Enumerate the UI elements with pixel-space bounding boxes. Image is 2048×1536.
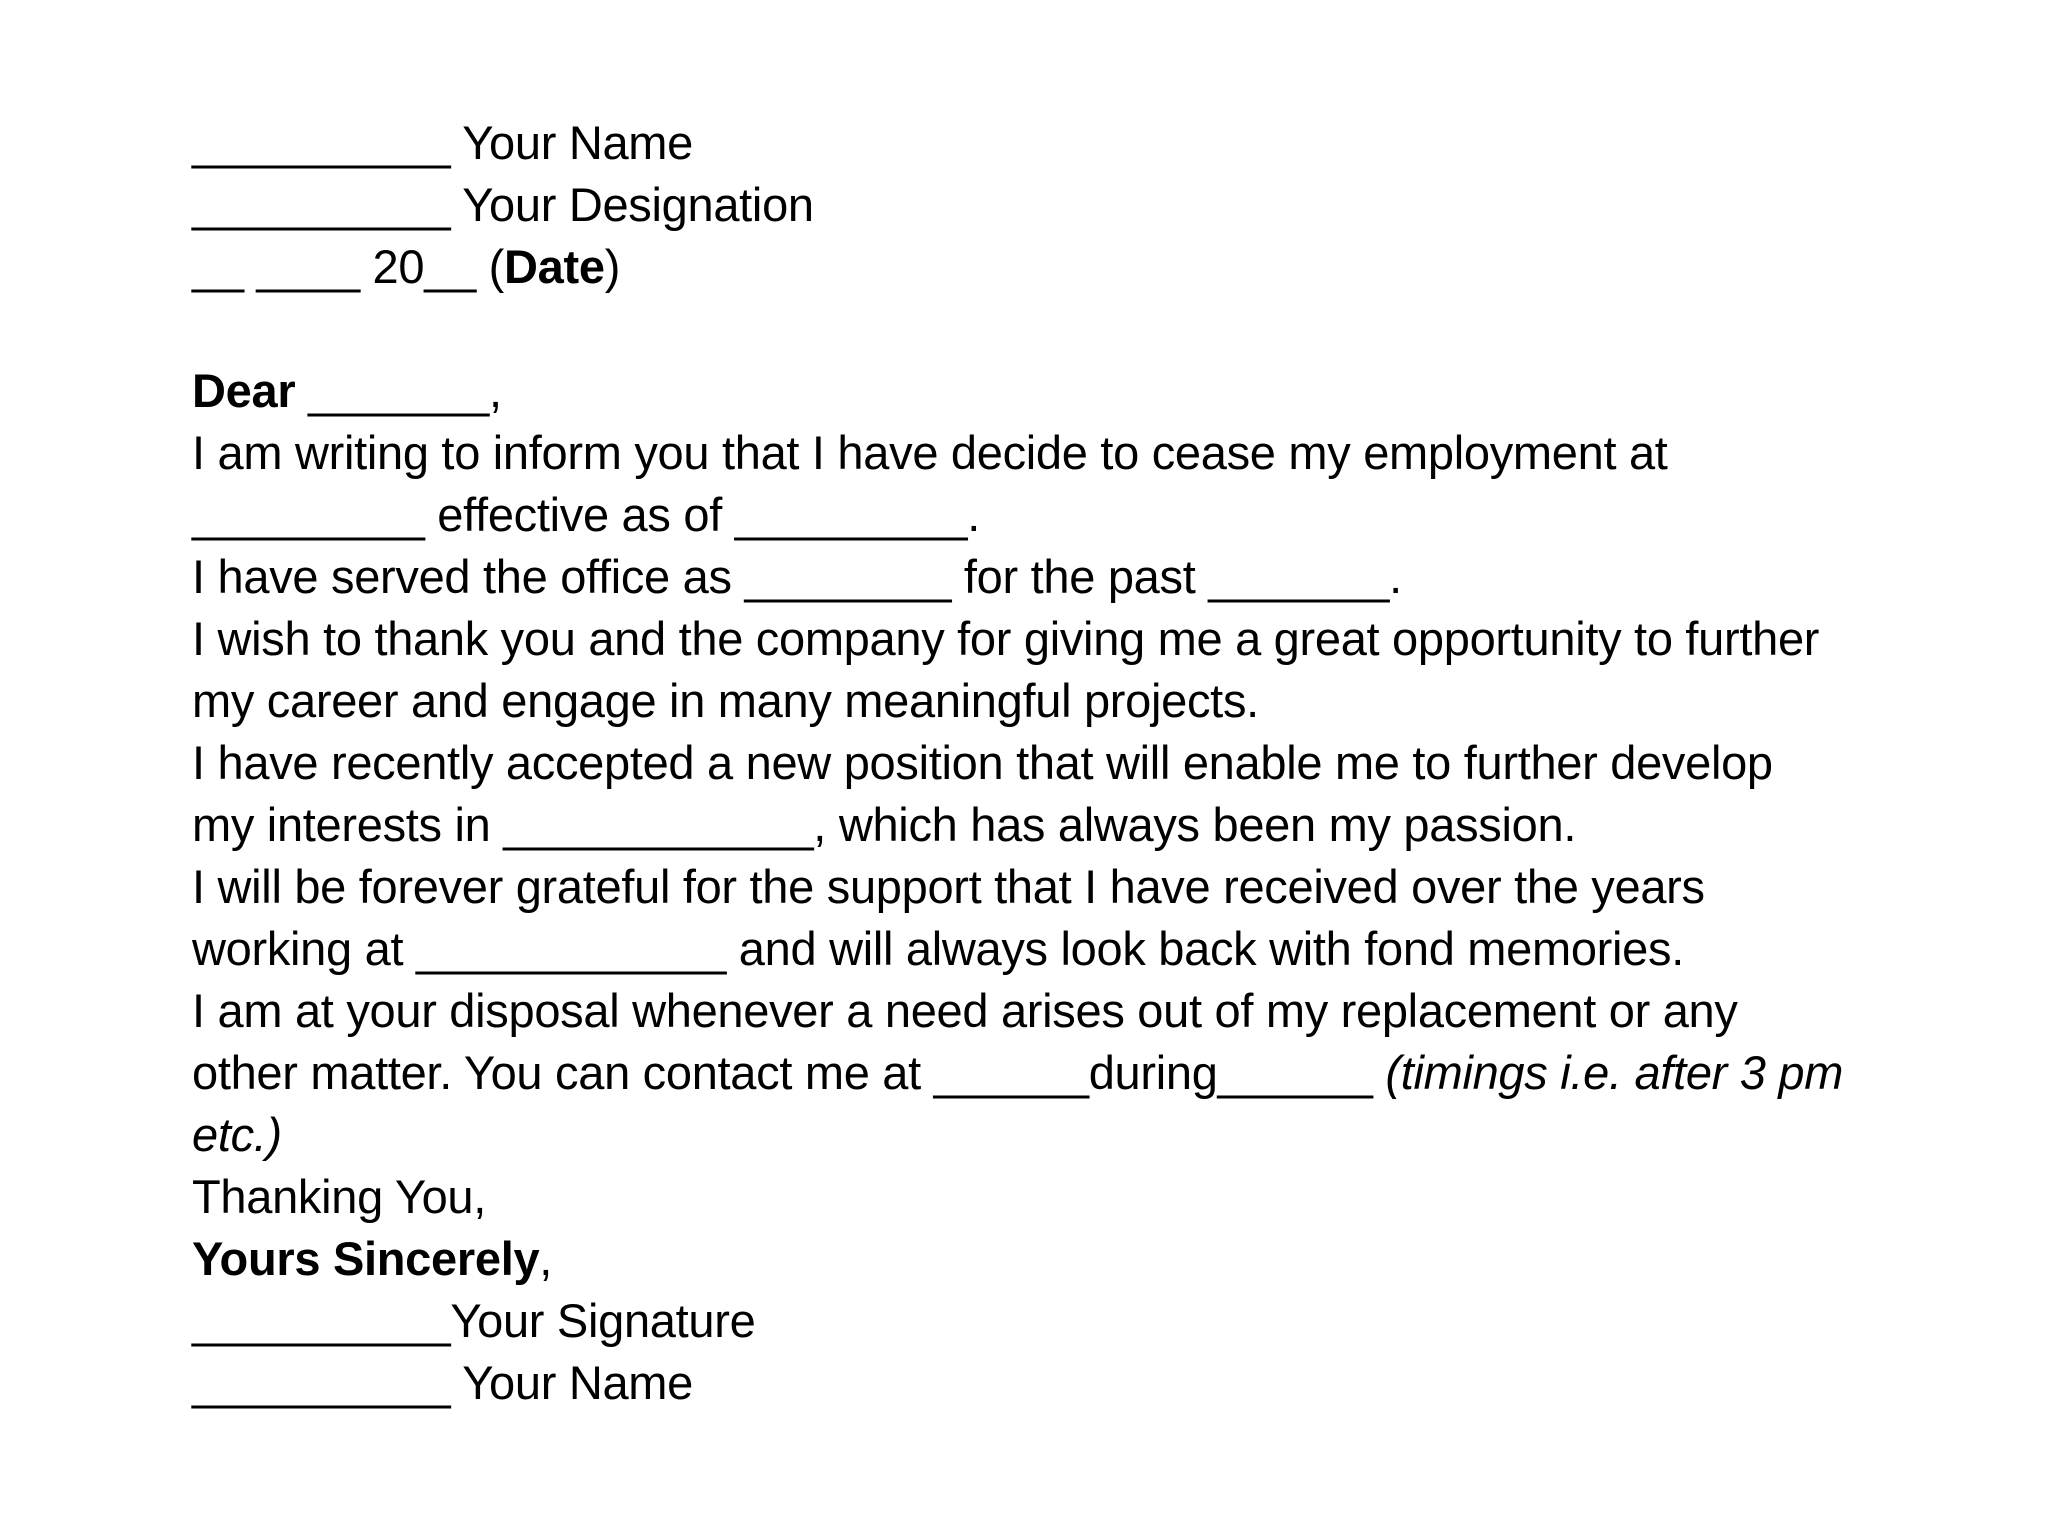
body-line-9: working at ____________ and will always look back with fond memories. — [192, 922, 1684, 975]
body-line-11 — [192, 1042, 1912, 1104]
header-designation-line: __________ Your Designation — [192, 178, 814, 231]
resignation-letter — [192, 112, 1912, 1414]
body-line-1: I am writing to inform you that I have decide to cease my employment at — [192, 426, 1668, 479]
salutation-line — [192, 360, 1912, 422]
date-prefix: __ ____ 20__ ( — [192, 240, 505, 293]
timings-note: (timings i.e. after 3 pm — [1385, 1046, 1844, 1099]
closing-thanks: Thanking You, — [192, 1170, 487, 1223]
salutation-rest: _______, — [295, 364, 502, 417]
date-label: Date — [504, 240, 605, 293]
spacer — [192, 298, 1912, 360]
body-line-5: my career and engage in many meaningful projects. — [192, 674, 1259, 727]
sincerely-label: Yours Sincerely — [192, 1232, 540, 1285]
body-line-10: I am at your disposal whenever a need arises out of my replacement or any — [192, 984, 1738, 1037]
salutation-dear: Dear — [192, 364, 296, 417]
date-suffix: ) — [604, 240, 621, 293]
body-line-2: _________ effective as of _________. — [192, 488, 981, 541]
header-date-line — [192, 236, 1912, 298]
sincerely-comma: , — [539, 1232, 553, 1285]
header-name-line: __________ Your Name — [192, 116, 693, 169]
body-line-4: I wish to thank you and the company for giving me a great opportunity to further — [192, 612, 1820, 665]
body-line-3: I have served the office as ________ for the past _______. — [192, 550, 1402, 603]
body-line-12: etc.) — [192, 1108, 282, 1161]
signature-line: __________Your Signature — [192, 1294, 756, 1347]
body-line-7: my interests in ____________, which has always been my passion. — [192, 798, 1577, 851]
contact-text: other matter. You can contact me at ______during______ — [192, 1046, 1386, 1099]
body-line-8: I will be forever grateful for the support that I have received over the years — [192, 860, 1705, 913]
closing-sincerely — [192, 1228, 1912, 1290]
body-line-6: I have recently accepted a new position that will enable me to further develop — [192, 736, 1773, 789]
closing-name-line: __________ Your Name — [192, 1356, 693, 1409]
